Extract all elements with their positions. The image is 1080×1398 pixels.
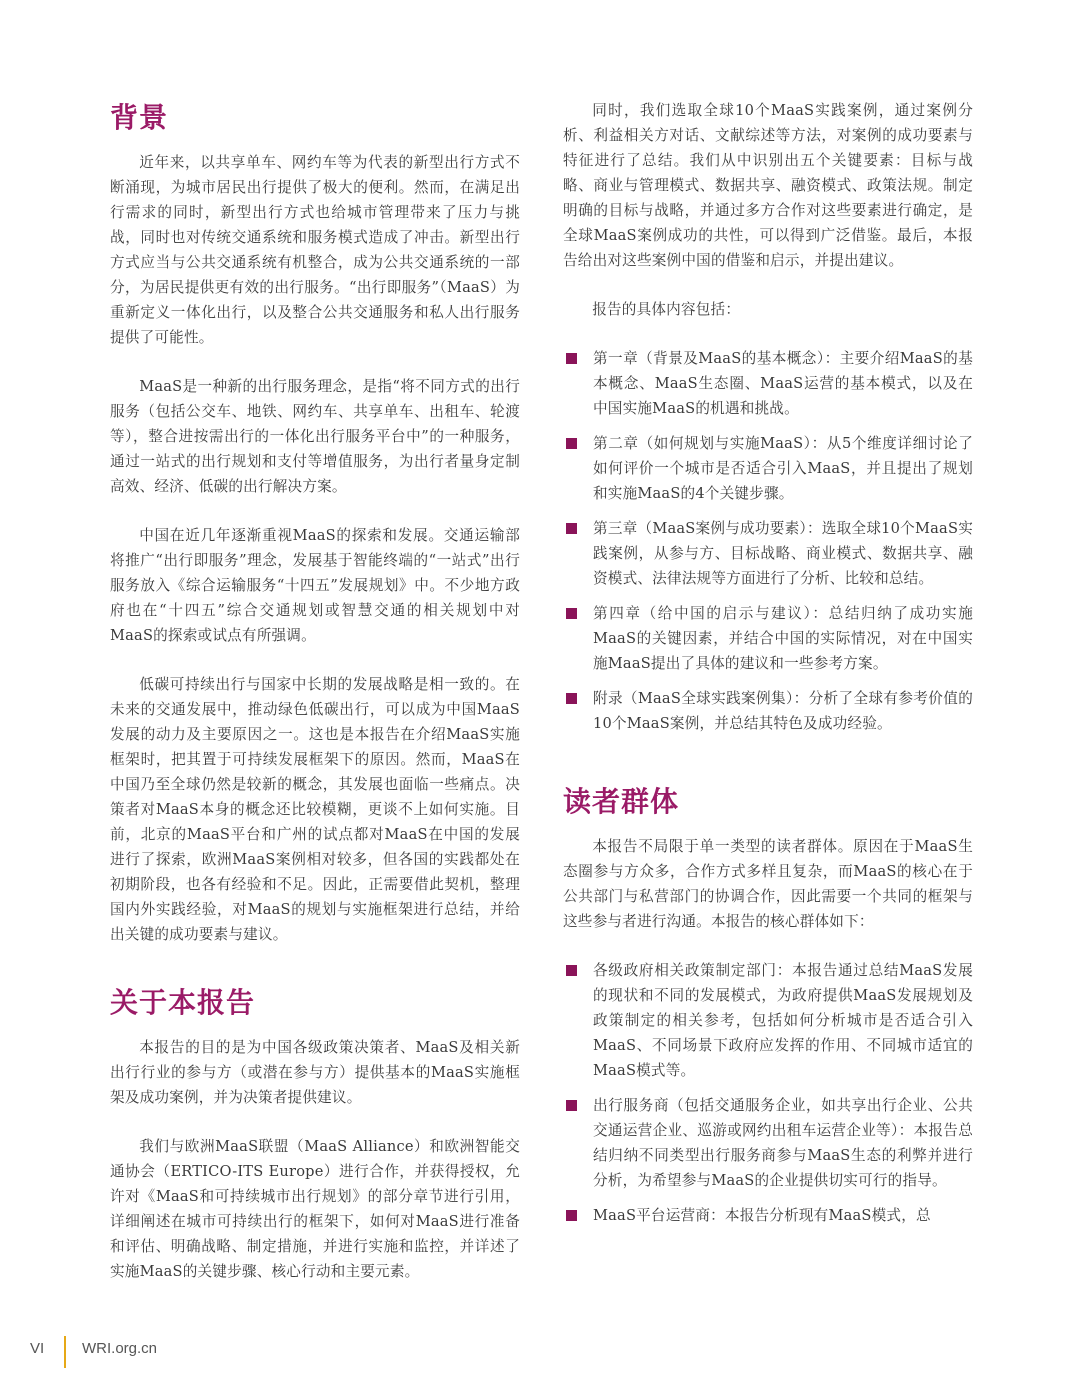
page-number: VI (30, 1340, 45, 1357)
square-bullet-icon (566, 523, 577, 534)
about-paragraph-1: 本报告的目的是为中国各级政策决策者、MaaS及相关新出行行业的参与方（或潜在参与方）提供基本的MaaS实施框架及成功案例，并为决策者提供建议。 (110, 1039, 520, 1106)
list-item (563, 958, 973, 1083)
list-item (563, 431, 973, 506)
readers-heading: 读者群体 (563, 785, 680, 818)
square-bullet-icon (566, 608, 577, 619)
footer-divider (64, 1336, 66, 1368)
chapter-list (563, 346, 973, 736)
about-paragraph-2: 我们与欧洲MaaS联盟（MaaS Alliance）和欧洲智能交通协会（ERTICO-ITS Europe）进行合作，并获得授权，允许对《MaaS和可持续城市出行规划》的部分章节进行引用，详细阐述在城市可持续出行的框架下，如何对MaaS进行准备和评估、明确战略、制定措施，并进行实施和监控，并详述了实施MaaS的关键步骤、核心行动和主要元素。 (110, 1138, 520, 1280)
list-item (563, 1093, 973, 1193)
list-item-text: 第三章（MaaS案例与成功要素）：选取全球10个MaaS实践案例，从参与方、目标战略、商业模式、数据共享、融资模式、法律法规等方面进行了分析、比较和总结。 (593, 520, 973, 587)
background-heading: 背景 (110, 101, 169, 134)
list-item-text: 第四章（给中国的启示与建议）：总结归纳了成功实施MaaS的关键因素，并结合中国的实际情况，对在中国实施MaaS提出了具体的建议和一些参考方案。 (593, 605, 973, 672)
footer-site-link[interactable]: WRI.org.cn (82, 1340, 158, 1357)
intro-paragraph-2: 报告的具体内容包括： (592, 301, 741, 318)
background-paragraph-4: 低碳可持续出行与国家中长期的发展战略是相一致的。在未来的交通发展中，推动绿色低碳出行，可以成为中国MaaS发展的动力及主要原因之一。这也是本报告在介绍MaaS实施框架时，把其置于可持续发展框架下的原因。然而，MaaS在中国乃至全球仍然是较新的概念，其发展也面临一些痛点。决策者对MaaS本身的概念还比较模糊，更谈不上如何实施。目前，北京的MaaS平台和广州的试点都对MaaS在中国的发展进行了探索，欧洲MaaS案例相对较多，但各国的实践都处在初期阶段，也各有经验和不足。因此，正需要借此契机，整理国内外实践经验，对MaaS的规划与实施框架进行总结，并给出关键的成功要素与建议。 (110, 676, 520, 943)
background-paragraph-2: MaaS是一种新的出行服务理念，是指“将不同方式的出行服务（包括公交车、地铁、网约车、共享单车、出租车、轮渡等），整合进按需出行的一体化出行服务平台中”的一种服务，通过一站式的出行规划和支付等增值服务，为出行者量身定制高效、经济、低碳的出行解决方案。 (110, 378, 520, 495)
list-item-text: MaaS平台运营商：本报告分析现有MaaS模式，总 (593, 1207, 931, 1224)
right-column (563, 98, 973, 1238)
list-item-text: 出行服务商（包括交通服务企业，如共享出行企业、公共交通运营企业、巡游或网约出租车运营企业等）：本报告总结归纳不同类型出行服务商参与MaaS生态的利弊并进行分析，为希望参与MaaS的企业提供切实可行的指导。 (593, 1097, 973, 1189)
list-item (563, 1203, 973, 1228)
list-item (563, 601, 973, 676)
list-item (563, 346, 973, 421)
square-bullet-icon (566, 353, 577, 364)
intro-paragraph-1: 同时，我们选取全球10个MaaS实践案例，通过案例分析、利益相关方对话、文献综述等方法，对案例的成功要素与特征进行了总结。我们从中识别出五个关键要素：目标与战略、商业与管理模式、数据共享、融资模式、政策法规。制定明确的目标与战略，并通过多方合作对这些要素进行确定，是全球MaaS案例成功的共性，可以得到广泛借鉴。最后，本报告给出对这些案例中国的借鉴和启示，并提出建议。 (563, 102, 973, 269)
readers-list (563, 958, 973, 1228)
list-item-text: 各级政府相关政策制定部门：本报告通过总结MaaS发展的现状和不同的发展模式，为政府提供MaaS发展规划及政策制定的相关参考，包括如何分析城市是否适合引入MaaS、不同场景下政府应发挥的作用、不同城市适宜的MaaS模式等。 (593, 962, 973, 1079)
list-item-text: 第二章（如何规划与实施MaaS）：从5个维度详细讨论了如何评价一个城市是否适合引入MaaS，并且提出了规划和实施MaaS的4个关键步骤。 (593, 435, 973, 502)
square-bullet-icon (566, 965, 577, 976)
list-item (563, 516, 973, 591)
list-item-text: 第一章（背景及MaaS的基本概念）：主要介绍MaaS的基本概念、MaaS生态圈、MaaS运营的基本模式，以及在中国实施MaaS的机遇和挑战。 (593, 350, 973, 417)
square-bullet-icon (566, 1210, 577, 1221)
square-bullet-icon (566, 1100, 577, 1111)
background-paragraph-3: 中国在近几年逐渐重视MaaS的探索和发展。交通运输部将推广“出行即服务”理念，发展基于智能终端的“一站式”出行服务放入《综合运输服务“十四五”发展规划》中。不少地方政府也在“十四五”综合交通规划或智慧交通的相关规划中对MaaS的探索或试点有所强调。 (110, 527, 520, 644)
background-paragraph-1: 近年来，以共享单车、网约车等为代表的新型出行方式不断涌现，为城市居民出行提供了极大的便利。然而，在满足出行需求的同时，新型出行方式也给城市管理带来了压力与挑战，同时也对传统交通系统和服务模式造成了冲击。新型出行方式应当与公共交通系统有机整合，成为公共交通系统的一部分，为居民提供更有效的出行服务。“出行即服务”（MaaS）为重新定义一体化出行，以及整合公共交通服务和私人出行服务提供了可能性。 (110, 154, 520, 346)
readers-paragraph: 本报告不局限于单一类型的读者群体。原因在于MaaS生态圈参与方众多，合作方式多样且复杂，而MaaS的核心在于公共部门与私营部门的协调合作，因此需要一个共同的框架与这些参与者进行沟通。本报告的核心群体如下： (563, 838, 973, 930)
list-item (563, 686, 973, 736)
list-item-text: 附录（MaaS全球实践案例集）：分析了全球有参考价值的10个MaaS案例，并总结其特色及成功经验。 (593, 690, 973, 732)
square-bullet-icon (566, 438, 577, 449)
about-heading: 关于本报告 (110, 986, 256, 1019)
left-column (110, 98, 520, 1284)
square-bullet-icon (566, 693, 577, 704)
